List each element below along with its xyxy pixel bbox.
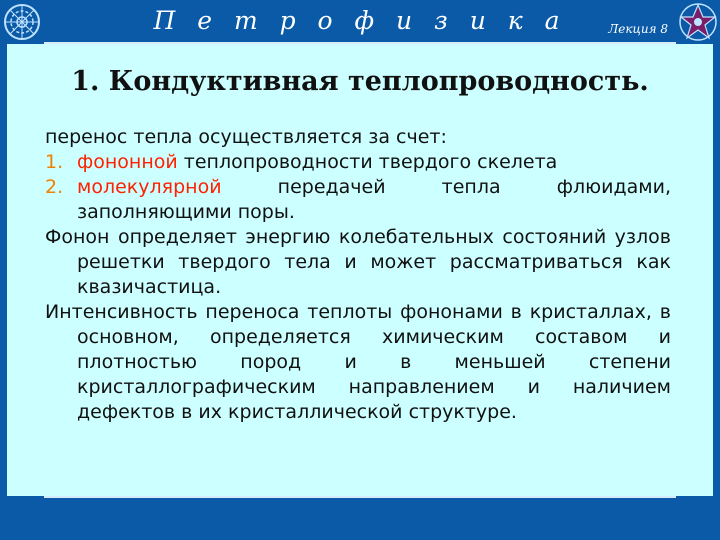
paragraph-phonon: Фонон определяет энергию колебательных состояний узлов решетки твердого тела и может рассматриваться как квазичастица. <box>45 226 671 298</box>
list-item-text: передачей тепла флюидами, заполняющими поры. <box>77 176 671 223</box>
slide-title: 1. Кондуктивная теплопроводность. <box>71 66 649 97</box>
paragraph-intensity: Интенсивность переноса теплоты фононами в кристаллах, в основном, определяется химическим составом и плотностью пород и в меньшей степени кристаллографическим направлением и наличием дефектов в их кристаллической структуре. <box>45 301 671 423</box>
list-item-text: теплопроводности твердого скелета <box>177 151 558 173</box>
highlighted-term: фононной <box>77 151 178 173</box>
footer-divider <box>44 496 676 498</box>
lecture-number: Лекция 8 <box>608 22 668 36</box>
list-number: 2. <box>45 176 64 198</box>
slide-content <box>7 44 713 496</box>
slide-body <box>45 125 671 425</box>
intro-text: перенос тепла осуществляется за счет: <box>45 126 447 148</box>
course-title: П е т р о ф и з и к а <box>153 6 567 35</box>
highlighted-term: молекулярной <box>77 176 222 198</box>
header-bar <box>0 0 720 44</box>
list-number: 1. <box>45 151 64 173</box>
ornament-rosette-icon <box>2 2 42 42</box>
footer-bar <box>0 496 720 540</box>
ornament-star-icon <box>678 2 718 42</box>
list-item <box>45 150 671 175</box>
list-item <box>45 175 671 225</box>
